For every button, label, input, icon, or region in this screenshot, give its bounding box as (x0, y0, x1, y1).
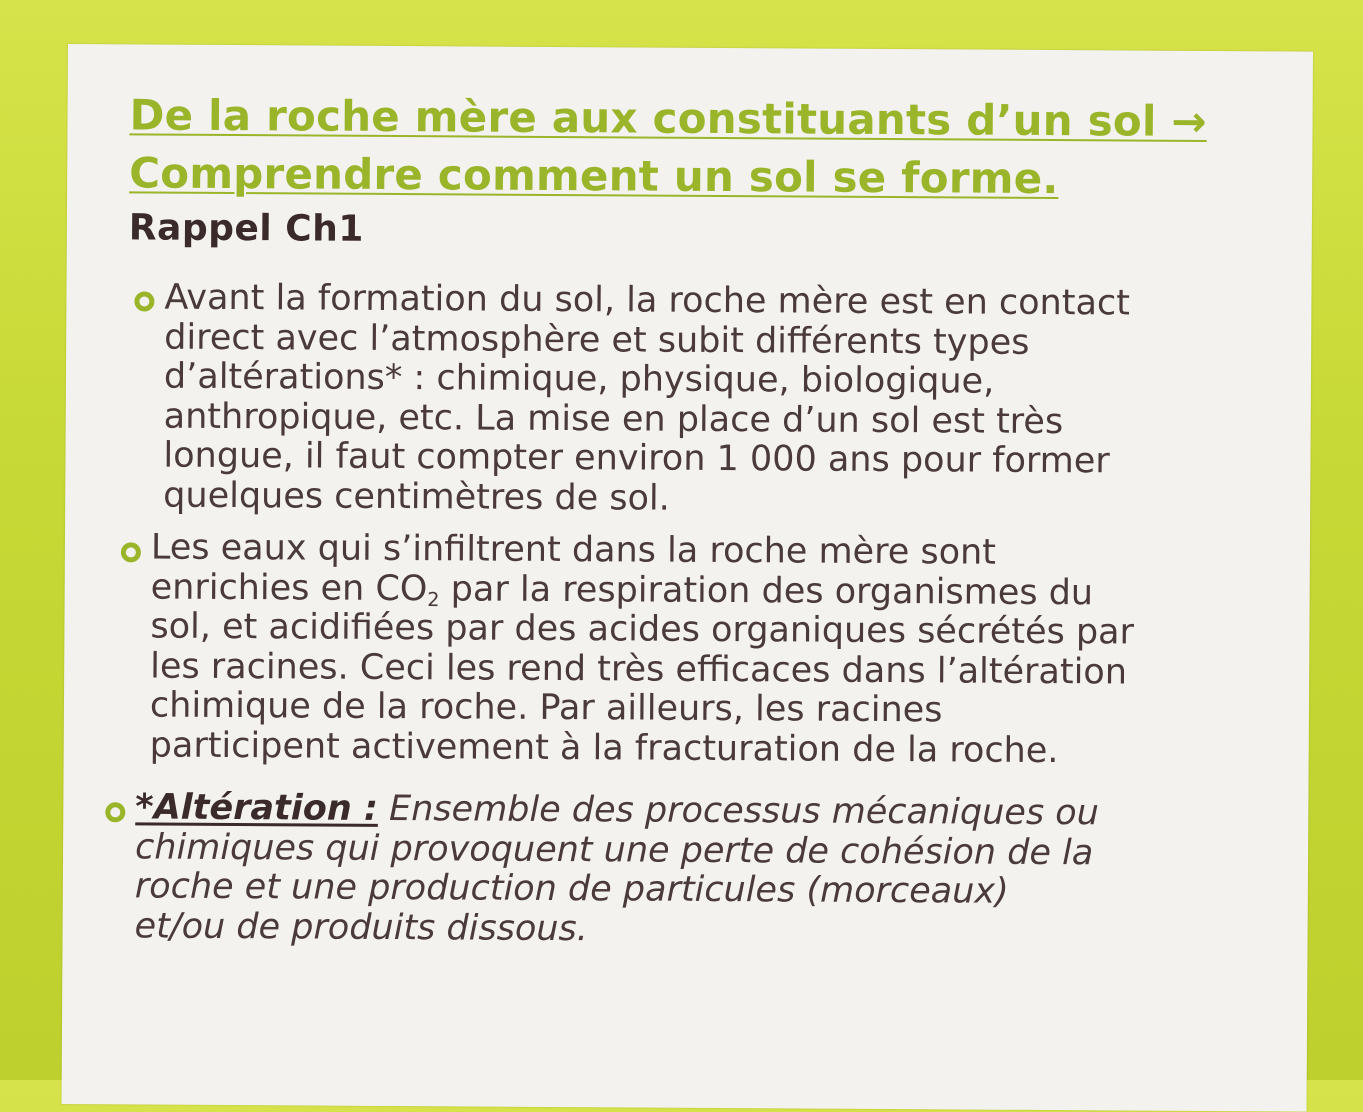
definition-text: Ensemble des processus mécaniques ou (377, 788, 1099, 834)
bullet-item-definition (134, 788, 1098, 952)
ring-bullet-icon (121, 542, 141, 562)
bullet-line: sol, et acidifiées par des acides organiques sécrétés par (150, 606, 1135, 653)
bullet-line: Les eaux qui s’infiltrent dans la roche mère sont (150, 527, 997, 573)
bullet-item-water-infiltration (150, 529, 1135, 772)
ring-bullet-icon (105, 802, 125, 822)
bullet-list (67, 277, 1312, 949)
bullet-line: chimiques qui provoquent une perte de cohésion de la (134, 826, 1094, 873)
ring-bullet-icon (134, 291, 154, 311)
bullet-line: quelques centimètres de sol. (163, 475, 670, 519)
definition-term: *Altération : (135, 787, 379, 829)
bullet-line: d’altérations* : chimique, physique, biologique, (163, 356, 995, 402)
bullet-line: roche et une production de particules (morceaux) (134, 866, 1009, 912)
section-subtitle: Rappel Ch1 (128, 207, 364, 250)
bullet-line: Avant la formation du sol, la roche mère est en contact (164, 277, 1131, 324)
bullet-line: et/ou de produits dissous. (134, 905, 588, 949)
bullet-line: longue, il faut compter environ 1 000 ans pour former (163, 435, 1110, 482)
page-title (129, 86, 1207, 209)
bullet-line: participent activement à la fracturation de la roche. (149, 725, 1059, 771)
bullet-item-soil-formation (163, 279, 1130, 522)
title-line-1: De la roche mère aux constituants d’un sol → (129, 90, 1207, 146)
bullet-line: anthropique, etc. La mise en place d’un sol est très (163, 396, 1064, 442)
title-line-2: Comprendre comment un sol se forme. (129, 148, 1059, 204)
note-card (62, 44, 1313, 1112)
bullet-line: direct avec l’atmosphère et subit différents types (164, 317, 1030, 363)
co2-subscript: 2 (427, 587, 440, 611)
co2-suffix: par la respiration des organismes du (439, 568, 1094, 613)
co2-prefix: enrichies en CO (150, 567, 428, 609)
bullet-line: chimique de la roche. Par ailleurs, les racines (149, 685, 943, 731)
definition-first-line (135, 788, 1099, 833)
bullet-line: les racines. Ceci les rend très efficaces dans l’altération (150, 646, 1128, 692)
